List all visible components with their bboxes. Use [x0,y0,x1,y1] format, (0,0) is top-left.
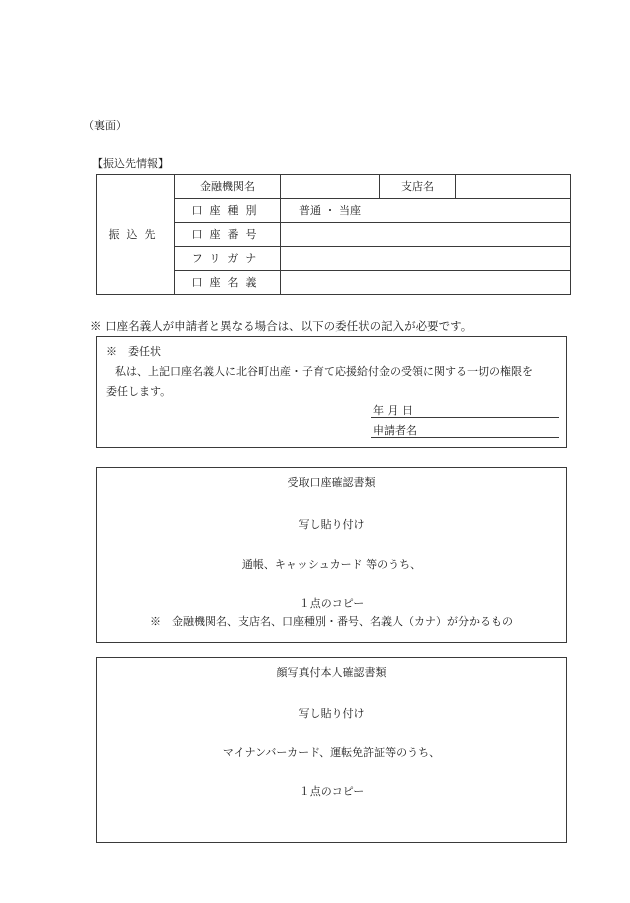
bank-group-label: 振込先 [97,175,175,295]
account-doc-examples: 通帳、キャッシュカード 等のうち、 [241,558,422,571]
branch-label: 支店名 [380,175,456,199]
furigana-label: フリガナ [175,247,281,271]
bank-info-table [96,174,571,295]
account-doc-paste: 写し貼り付け [298,518,365,531]
page-side-label: （裏面） [83,119,127,132]
account-holder-field[interactable] [281,271,571,295]
proxy-notice: ※ 口座名義人が申請者と異なる場合は、以下の委任状の記入が必要です。 [90,319,473,333]
proxy-body-line2: 委任します。 [106,385,172,398]
institution-label: 金融機関名 [175,175,281,199]
date-field[interactable] [371,405,559,418]
account-holder-label: 口座名義 [175,271,281,295]
id-doc-copy: １点のコピー [298,785,365,798]
applicant-label: 申請者名 [373,424,417,437]
account-document-box [96,467,567,643]
proxy-heading: ※ 委任状 [106,345,161,358]
branch-field[interactable] [456,175,571,199]
section-title: 【振込先情報】 [92,157,169,170]
date-label: 年 月 日 [373,404,413,417]
id-document-box [96,657,567,843]
account-number-label: 口座番号 [175,223,281,247]
proxy-body-line1: 私は、上記口座名義人に北谷町出産・子育て応援給付金の受領に関する一切の権限を [115,365,533,378]
account-number-field[interactable] [281,223,571,247]
institution-field[interactable] [281,175,380,199]
proxy-box [96,336,567,448]
id-doc-paste: 写し貼り付け [298,707,365,720]
account-type-label: 口座種別 [175,199,281,223]
account-type-field[interactable]: 普通 ・ 当座 [281,199,571,223]
account-doc-copy: １点のコピー [298,597,365,610]
account-doc-title: 受取口座確認書類 [287,476,376,489]
id-doc-title: 顔写真付本人確認書類 [276,666,387,679]
furigana-field[interactable] [281,247,571,271]
id-doc-examples: マイナンバーカード、運転免許証等のうち、 [222,746,441,759]
applicant-field[interactable] [371,425,559,438]
account-doc-note: ※ 金融機関名、支店名、口座種別・番号、名義人（カナ）が分かるもの [150,615,513,628]
